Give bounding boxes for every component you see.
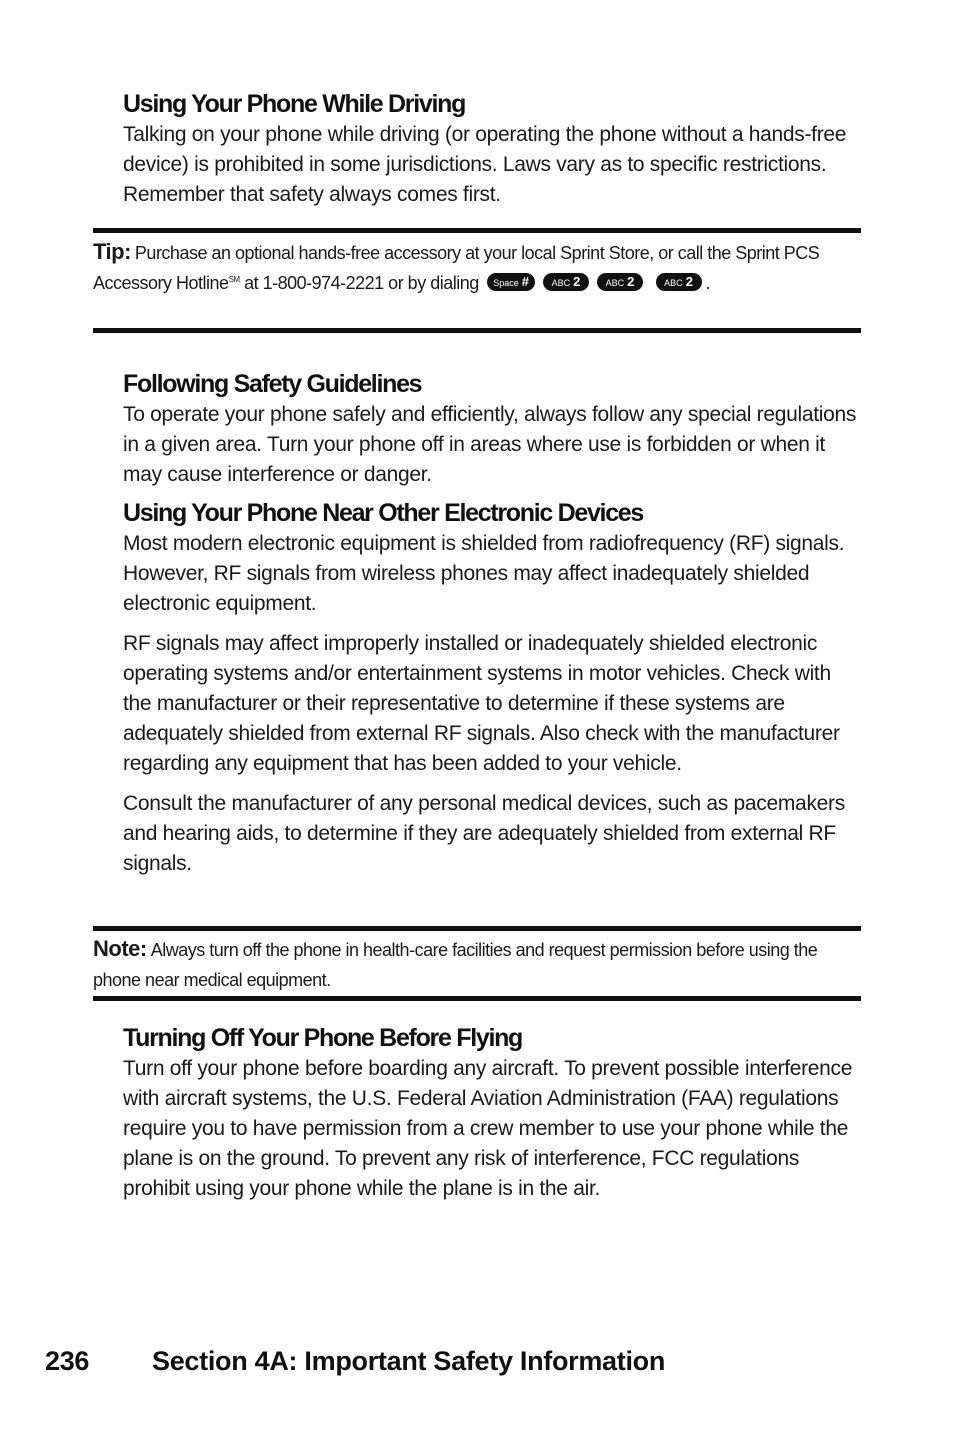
section-paragraph: RF signals may affect improperly installed or inadequately shielded electronic operating systems and/or entertainment systems in motor vehicles. Check with the manufacturer or their representative to determine if these systems are adequately shielded from external RF signals. Also check with the manufacturer regarding any equipment that has been added to your vehicle. [123, 632, 840, 775]
section-paragraph: Most modern electronic equipment is shielded from radiofrequency (RF) signals. However, RF signals from wireless phones may affect inadequately shielded electronic equipment. [123, 532, 845, 615]
section-paragraph: Turn off your phone before boarding any aircraft. To prevent possible interference with aircraft systems, the U.S. Federal Aviation Administration (FAA) regulations require you to have permission from a crew member to use your phone while the plane is on the ground. To prevent any risk of interference, FCC regulations prohibit using your phone while the plane is in the air. [123, 1057, 853, 1200]
tip-callout [93, 228, 861, 333]
note-body: Always turn off the phone in health-care facilities and request permission before using the phone near medical equipment. [93, 940, 818, 990]
service-mark: SM [228, 275, 240, 284]
note-text [93, 934, 861, 995]
footer-section-title: Section 4A: Important Safety Information [152, 1346, 666, 1376]
section-heading: Turning Off Your Phone Before Flying [123, 1024, 523, 1052]
note-callout [93, 926, 861, 1001]
abc-2-key-icon: ABC 2 [543, 273, 589, 291]
section-heading: Following Safety Guidelines [123, 370, 422, 398]
tip-text-after: at 1-800-974-2221 or by dialing [239, 273, 479, 293]
abc-2-key-icon: ABC 2 [597, 273, 643, 291]
section-electronic-devices [123, 497, 863, 879]
section-paragraph: To operate your phone safely and efficiently, always follow any special regulations in a given area. Turn your phone off in areas where use is forbidden or when it may cause interference or danger. [123, 403, 857, 486]
section-paragraph: Talking on your phone while driving (or operating the phone without a hands-free device) is prohibited in some jurisdictions. Laws vary as to specific restrictions. Remember that safety always comes first. [123, 123, 847, 206]
tip-text-before: Purchase an optional hands-free accessory at your local Sprint Store, or call the Sprint PCS Accessory Hotline [93, 243, 820, 293]
section-heading: Using Your Phone Near Other Electronic Devices [123, 499, 644, 527]
note-label: Note: [93, 936, 147, 961]
abc-2-key-icon: ABC 2 [656, 273, 702, 291]
section-paragraph: Consult the manufacturer of any personal medical devices, such as pacemakers and hearing aids, to determine if they are adequately shielded from external RF signals. [123, 792, 845, 875]
section-guidelines [123, 368, 863, 490]
section-heading: Using Your Phone While Driving [123, 90, 466, 118]
page-footer [45, 1346, 665, 1377]
tip-end: . [705, 273, 711, 293]
section-driving [123, 88, 863, 210]
page-number: 236 [45, 1346, 90, 1376]
section-flying [123, 1022, 863, 1204]
tip-label: Tip: [93, 239, 131, 264]
tip-text [93, 237, 861, 298]
space-hash-key-icon: Space # [487, 273, 535, 291]
